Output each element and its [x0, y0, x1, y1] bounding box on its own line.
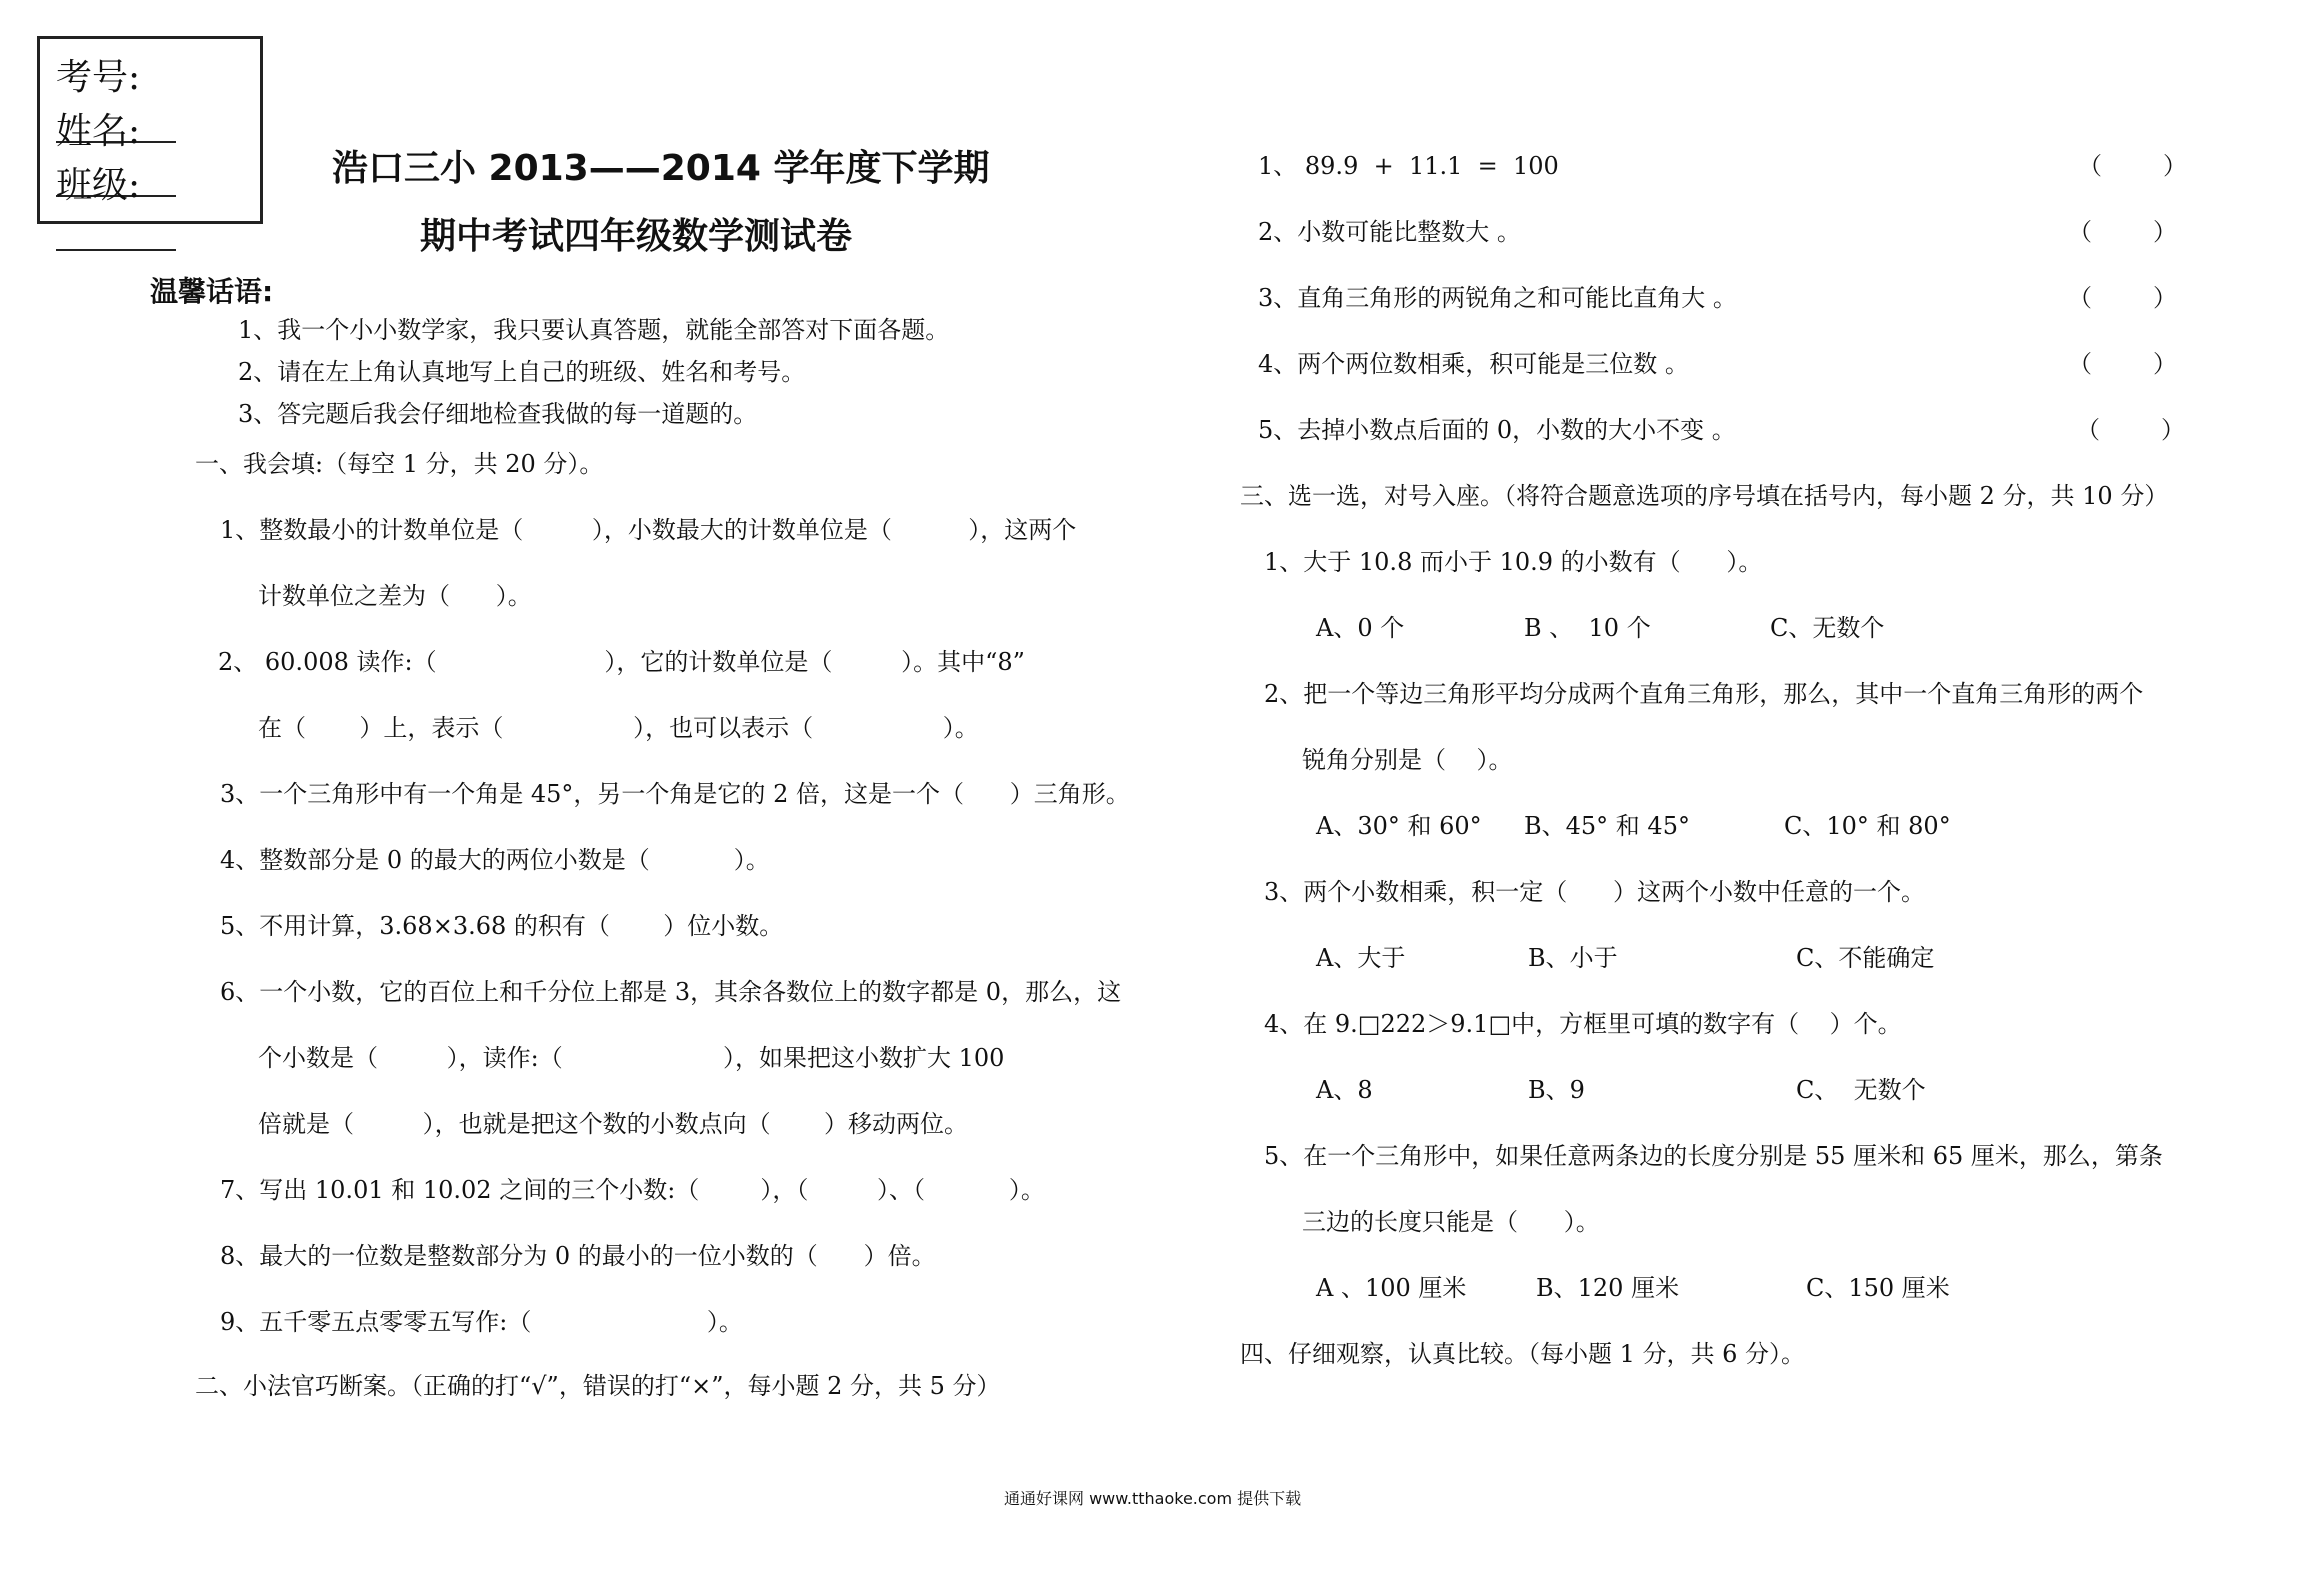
question-line: 9、五千零五点零零五写作:（ ）。 [220, 1308, 743, 1336]
question-line: 7、写出 10.01 和 10.02 之间的三个小数:（ ），（ ）、（ ）。 [220, 1176, 1045, 1204]
choice-option: B、120 厘米 [1536, 1274, 1680, 1302]
choice-option: B、9 [1528, 1076, 1585, 1104]
question-line: 倍就是（ ），也就是把这个数的小数点向（ ）移动两位。 [258, 1110, 969, 1138]
answer-paren[interactable]: （ ） [2068, 218, 2178, 246]
tips-heading: 温馨话语: [150, 275, 274, 308]
choice-option: B、小于 [1528, 944, 1618, 972]
choice-question: 5、在一个三角形中，如果任意两条边的长度分别是 55 厘米和 65 厘米，那么，第条 [1264, 1142, 2163, 1170]
section2-heading: 二、小法官巧断案。（正确的打“√”，错误的打“×”，每小题 2 分，共 5 分） [195, 1372, 1001, 1400]
judge-item: 3、直角三角形的两锐角之和可能比直角大 。 [1258, 284, 1737, 312]
choice-option: A、0 个 [1316, 614, 1405, 642]
class-row [56, 161, 260, 211]
question-line: 2、 60.008 读作:（ ），它的计数单位是（ ）。其中“8” [218, 648, 1025, 676]
choice-option: C、无数个 [1770, 614, 1885, 642]
class-label: 班级: [56, 165, 141, 206]
judge-item: 1、 89.9 + 11.1 = 100 [1258, 152, 1559, 180]
section3-heading: 三、选一选，对号入座。（将符合题意选项的序号填在括号内，每小题 2 分，共 10 分） [1240, 482, 2169, 510]
question-line: 8、最大的一位数是整数部分为 0 的最小的一位小数的（ ）倍。 [220, 1242, 936, 1270]
judge-item: 5、去掉小数点后面的 0，小数的大小不变 。 [1258, 416, 1736, 444]
answer-paren[interactable]: （ ） [2068, 284, 2178, 312]
exam-title-line2: 期中考试四年级数学测试卷 [420, 216, 853, 257]
tip-item: 1、我一个小小数学家，我只要认真答题，就能全部答对下面各题。 [238, 316, 950, 344]
choice-question: 4、在 9.□222＞9.1□中，方框里可填的数字有（ ）个。 [1264, 1010, 1902, 1038]
choice-option: B、45° 和 45° [1524, 812, 1690, 840]
name-row [56, 107, 260, 157]
choice-option: A、30° 和 60° [1316, 812, 1482, 840]
answer-paren[interactable]: （ ） [2068, 350, 2178, 378]
question-line: 6、一个小数，它的百位上和千分位上都是 3，其余各数位上的数字都是 0，那么，这 [220, 978, 1122, 1006]
choice-option: C、150 厘米 [1806, 1274, 1950, 1302]
exam-number-label: 考号: [56, 57, 141, 98]
answer-paren[interactable]: （ ） [2076, 416, 2186, 444]
choice-option: A、大于 [1316, 944, 1406, 972]
choice-question: 锐角分别是（ ）。 [1302, 746, 1513, 774]
question-line: 个小数是（ ），读作:（ ），如果把这小数扩大 100 [258, 1044, 1005, 1072]
question-line: 3、一个三角形中有一个角是 45°，另一个角是它的 2 倍，这是一个（ ）三角形。 [220, 780, 1130, 808]
section4-heading: 四、仔细观察，认真比较。（每小题 1 分，共 6 分）。 [1240, 1340, 1806, 1368]
answer-paren[interactable]: （ ） [2078, 152, 2188, 180]
question-line: 计数单位之差为（ ）。 [258, 582, 532, 610]
choice-option: C、10° 和 80° [1784, 812, 1951, 840]
exam-title-line1: 浩口三小 2013——2014 学年度下学期 [332, 148, 990, 189]
exam-number-row [56, 53, 260, 103]
footer-note: 通通好课网 www.tthaoke.com 提供下载 [1004, 1489, 1302, 1508]
judge-item: 2、小数可能比整数大 。 [1258, 218, 1521, 246]
choice-option: C、不能确定 [1796, 944, 1935, 972]
question-line: 5、不用计算，3.68×3.68 的积有（ ）位小数。 [220, 912, 784, 940]
name-label: 姓名: [56, 111, 141, 152]
choice-question: 3、两个小数相乘，积一定（ ）这两个小数中任意的一个。 [1264, 878, 1926, 906]
choice-option: B 、 10 个 [1524, 614, 1651, 642]
choice-option: C、 无数个 [1796, 1076, 1926, 1104]
question-line: 4、整数部分是 0 的最大的两位小数是（ ）。 [220, 846, 770, 874]
judge-item: 4、两个两位数相乘，积可能是三位数 。 [1258, 350, 1689, 378]
section1-heading: 一、我会填:（每空 1 分，共 20 分）。 [195, 450, 604, 478]
choice-option: A、8 [1316, 1076, 1373, 1104]
choice-question: 2、把一个等边三角形平均分成两个直角三角形，那么，其中一个直角三角形的两个 [1264, 680, 2144, 708]
choice-option: A 、100 厘米 [1316, 1274, 1467, 1302]
choice-question: 三边的长度只能是（ ）。 [1302, 1208, 1600, 1236]
tip-item: 2、请在左上角认真地写上自己的班级、姓名和考号。 [238, 358, 806, 386]
tip-item: 3、答完题后我会仔细地检查我做的每一道题的。 [238, 400, 758, 428]
question-line: 1、整数最小的计数单位是（ ），小数最大的计数单位是（ ），这两个 [220, 516, 1077, 544]
question-line: 在（ ）上，表示（ ），也可以表示（ ）。 [258, 714, 979, 742]
choice-question: 1、大于 10.8 而小于 10.9 的小数有（ ）。 [1264, 548, 1763, 576]
class-field[interactable] [56, 211, 176, 251]
student-info-box [37, 36, 263, 224]
